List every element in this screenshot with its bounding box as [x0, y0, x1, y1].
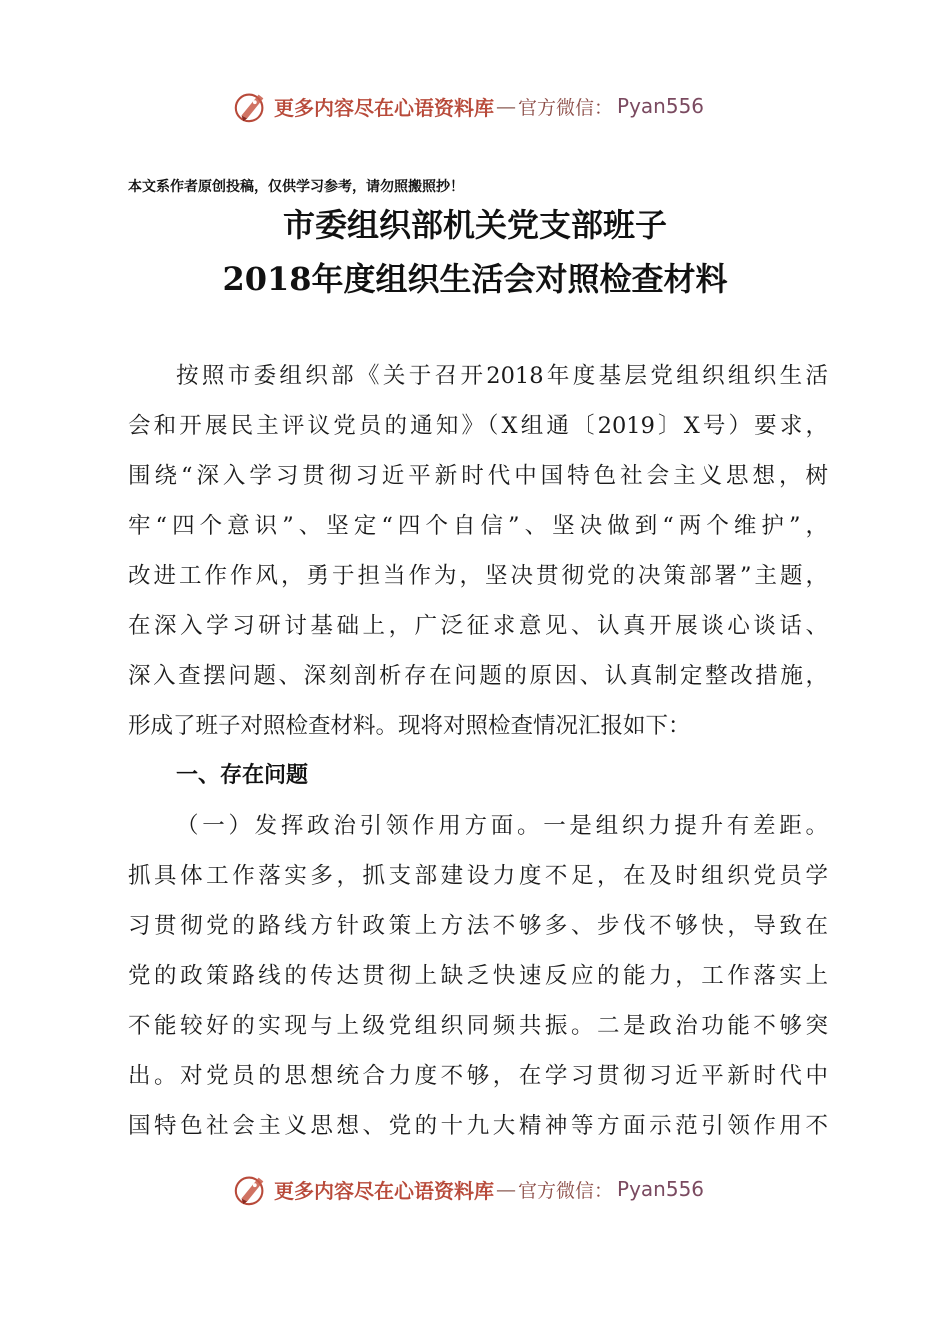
section-line: （一）发挥政治引领作用方面。一是组织力提升有差距。: [176, 813, 828, 839]
intro-line: 按照市委组织部《关于召开2018年度基层党组织组织生活: [176, 363, 828, 389]
watermark-wechat-id: Pyan556: [617, 94, 705, 118]
section-line: 党的政策路线的传达贯彻上缺乏快速反应的能力，工作落实上: [128, 963, 828, 989]
intro-line: 形成了班子对照检查材料。现将对照检查情况汇报如下：: [128, 713, 691, 739]
watermark-main-text: 更多内容尽在心语资料库: [274, 95, 494, 120]
section-line: 国特色社会主义思想、党的十九大精神等方面示范引领作用不: [128, 1113, 828, 1139]
intro-line: 会和开展民主评议党员的通知》（X组通〔2019〕X号）要求，: [128, 413, 828, 439]
watermark-bottom: [232, 1169, 704, 1209]
watermark-official-text: 官方微信：: [518, 1179, 614, 1202]
section-line: 习贯彻党的路线方针政策上方法不够多、步伐不够快，导致在: [128, 913, 828, 939]
section-line: 抓具体工作落实多，抓支部建设力度不足，在及时组织党员学: [128, 863, 828, 889]
section-line: 出。对党员的思想统合力度不够，在学习贯彻习近平新时代中: [128, 1063, 828, 1089]
intro-line: 深入查摆问题、深刻剖析存在问题的原因、认真制定整改措施，: [128, 663, 828, 689]
section-line: 不能较好的实现与上级党组织同频共振。二是政治功能不够突: [128, 1013, 828, 1039]
watermark-separator: —: [496, 94, 516, 118]
intro-line: 围绕“深入学习贯彻习近平新时代中国特色社会主义思想，树: [128, 463, 828, 489]
watermark-official-text: 官方微信：: [518, 96, 614, 119]
document-title-line-2: 2018年度组织生活会对照检查材料: [222, 260, 728, 298]
section-heading: 一、存在问题: [176, 763, 309, 788]
watermark-wechat-id: Pyan556: [617, 1177, 705, 1201]
intro-line: 在深入学习研讨基础上，广泛征求意见、认真开展谈心谈话、: [128, 613, 828, 639]
watermark-separator: —: [496, 1177, 516, 1201]
watermark-top: [232, 86, 704, 126]
disclaimer: 本文系作者原创投稿，仅供学习参考，请勿照搬照抄！: [128, 179, 464, 195]
pen-nib-logo-icon: [232, 87, 270, 125]
intro-line: 牢“四个意识”、坚定“四个自信”、坚决做到“两个维护”，: [128, 513, 828, 539]
pen-nib-logo-icon: [232, 1170, 270, 1208]
intro-line: 改进工作作风，勇于担当作为，坚决贯彻党的决策部署”主题，: [128, 563, 828, 589]
document-title-line-1: 市委组织部机关党支部班子: [282, 206, 667, 244]
watermark-main-text: 更多内容尽在心语资料库: [274, 1178, 494, 1203]
